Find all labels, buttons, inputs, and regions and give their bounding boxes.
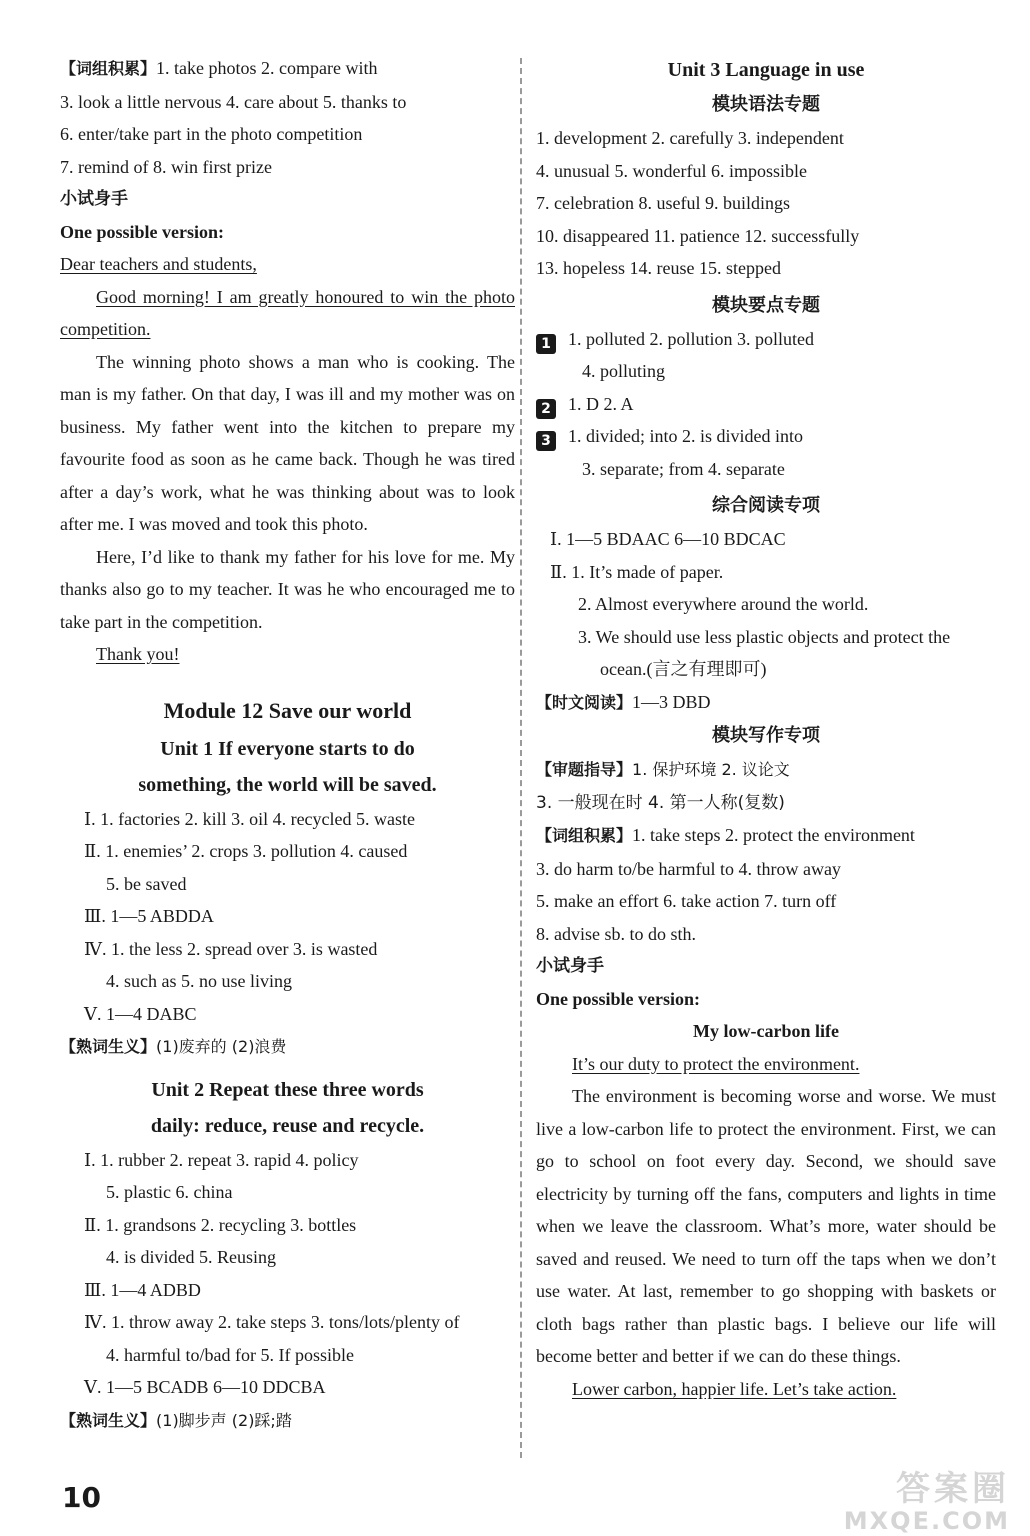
unit2-answer-1: Ⅰ. 1. rubber 2. repeat 3. rapid 4. policy [84, 1149, 359, 1170]
grammar-answer-3: 7. celebration 8. useful 9. buildings [536, 193, 790, 213]
watermark-cn: 答案圈 [896, 1469, 1010, 1509]
number-badge: 3 [536, 431, 556, 451]
writing-cizu-line-1 [536, 819, 996, 853]
writing-xiaoshi-heading: 小试身手 [536, 956, 604, 976]
cizu-text: 1. take steps 2. protect the environment [632, 825, 915, 845]
shiwen-text: 1—3 DBD [632, 691, 711, 712]
letter-paragraph-2: The winning photo shows a man who is cooking. The man is my father. On that day, I was ill and my mother was on business. My father went into the kitchen to prepare my favourite food as soon as he came back. Though he was tired after a day’s work, what he was thinking about was to look after me. I was moved and took this photo. [60, 351, 515, 534]
unit1-shuci [60, 1030, 515, 1064]
shuci-text: (1)脚步声 (2)踩;踏 [156, 1410, 292, 1430]
keypoint-text: 1. D 2. A [568, 393, 634, 414]
grammar-answer-1: 1. development 2. carefully 3. independent [536, 128, 844, 148]
writing-possible-label: One possible version: [536, 988, 701, 1009]
reading-answer-5: ocean.(言之有理即可) [600, 659, 767, 679]
unit3-title: Unit 3 Language in use [667, 59, 865, 81]
shuci-label: 【熟词生义】 [60, 1037, 157, 1056]
cizu-line-4: 7. remind of 8. win first prize [60, 156, 272, 177]
writing-cizu-line-2: 3. do harm to/be harmful to 4. throw away [536, 858, 841, 879]
cizu-label: 【词组积累】 [536, 826, 633, 845]
unit2-answer-3: Ⅱ. 1. grandsons 2. recycling 3. bottles [84, 1214, 357, 1235]
essay-title: My low-carbon life [693, 1021, 839, 1041]
writing-cizu-line-3: 5. make an effort 6. take action 7. turn off [536, 891, 837, 911]
unit2-title-line1: Unit 2 Repeat these three words [151, 1078, 424, 1101]
essay-closing: Lower carbon, happier life. Let’s take action. [572, 1378, 897, 1399]
unit1-answer-7: Ⅴ. 1—4 DABC [84, 1003, 197, 1024]
reading-title: 综合阅读专项 [712, 495, 820, 516]
essay-body: The environment is becoming worse and worse. We must live a low-carbon life to protect the environment. First, we can go to school on foot every day. Second, we should save electricity by turning off the fans, computers and lights in time when we leave the classroom. What’s more, water should be saved and reused. We need to turn off the taps when we don’t use water. At last, remember to go shopping with baskets or cloth bags rather than plastic bags. I believe our life will become better and better if we can do these things. [536, 1086, 996, 1366]
unit1-answer-6: 4. such as 5. no use living [106, 971, 292, 991]
keypoint-1-line2: 4. polluting [582, 361, 666, 381]
cizu-label: 【词组积累】 [60, 59, 157, 78]
unit2-answer-8: Ⅴ. 1—5 BCADB 6—10 DDCBA [84, 1377, 326, 1397]
keypoint-text: 1. polluted 2. pollution 3. polluted [568, 328, 814, 349]
possible-version-label: One possible version: [60, 221, 225, 242]
shuci-text: (1)废弃的 (2)浪费 [156, 1037, 287, 1056]
shenti-line-1 [536, 753, 996, 787]
reading-answer-1: Ⅰ. 1—5 BDAAC 6—10 BDCAC [550, 529, 786, 549]
unit2-answer-4: 4. is divided 5. Reusing [106, 1247, 276, 1267]
shenti-line-2: 3. 一般现在时 4. 第一人称(复数) [536, 792, 785, 813]
column-divider [520, 58, 522, 1458]
keypoint-3-line1 [536, 420, 996, 453]
unit2-shuci [60, 1404, 515, 1438]
shenti-label: 【审题指导】 [536, 760, 633, 779]
right-column [536, 52, 996, 1405]
number-badge: 2 [536, 399, 556, 419]
keypoint-text: 1. divided; into 2. is divided into [568, 426, 803, 446]
reading-answer-4: 3. We should use less plastic objects and protect the [578, 626, 951, 647]
letter-paragraph-3: Here, I’d like to thank my father for his love for me. My thanks also go to my teacher. It was he who encouraged me to take part in the competition. [60, 546, 515, 632]
watermark-url: MXQE.COM [843, 1507, 1010, 1535]
watermark-logo [844, 1470, 1010, 1534]
page-number: 10 [62, 1481, 101, 1514]
number-badge: 1 [536, 334, 556, 354]
keypoints-title: 模块要点专题 [712, 294, 820, 316]
grammar-answer-2: 4. unusual 5. wonderful 6. impossible [536, 160, 807, 181]
keypoint-2-line [536, 388, 996, 421]
grammar-title: 模块语法专题 [712, 94, 820, 115]
writing-cizu-line-4: 8. advise sb. to do sth. [536, 923, 696, 944]
keypoint-1-line1 [536, 323, 996, 356]
cizu-text: 1. take photos 2. compare with [156, 58, 378, 78]
unit1-answer-1: Ⅰ. 1. factories 2. kill 3. oil 4. recycled 5. waste [84, 808, 416, 829]
letter-p1-text: Good morning! I am greatly honoured to win the photo competition. [60, 286, 515, 339]
shuci-label: 【熟词生义】 [60, 1410, 157, 1430]
module-title: Module 12 Save our world [163, 697, 412, 723]
shenti-text: 1. 保护环境 2. 议论文 [632, 760, 790, 779]
grammar-answer-5: 13. hopeless 14. reuse 15. stepped [536, 258, 781, 278]
cizu-line-2: 3. look a little nervous 4. care about 5. thanks to [60, 91, 407, 112]
reading-answer-2: Ⅱ. 1. It’s made of paper. [550, 561, 724, 582]
letter-closing: Thank you! [96, 644, 180, 664]
left-column [60, 52, 515, 1437]
essay-opening: It’s our duty to protect the environment. [572, 1053, 860, 1074]
unit2-answer-7: 4. harmful to/bad for 5. If possible [106, 1344, 354, 1365]
letter-salutation: Dear teachers and students, [60, 254, 257, 274]
unit2-title-line2: daily: reduce, reuse and recycle. [150, 1114, 425, 1137]
unit1-title-line1: Unit 1 If everyone starts to do [160, 737, 415, 760]
unit1-answer-2: Ⅱ. 1. enemies’ 2. crops 3. pollution 4. caused [84, 841, 408, 861]
shiwen-label: 【时文阅读】 [536, 692, 633, 712]
shiwen-line [536, 686, 996, 720]
unit2-answer-2: 5. plastic 6. china [106, 1182, 233, 1202]
unit1-answer-5: Ⅳ. 1. the less 2. spread over 3. is wasted [84, 938, 378, 959]
writing-title: 模块写作专项 [712, 725, 820, 746]
cizu-line-1 [60, 52, 515, 86]
keypoint-3-line2: 3. separate; from 4. separate [582, 458, 785, 479]
unit2-answer-6: Ⅳ. 1. throw away 2. take steps 3. tons/lots/plenty of [84, 1312, 460, 1332]
unit1-answer-4: Ⅲ. 1—5 ABDDA [84, 906, 214, 926]
reading-answer-3: 2. Almost everywhere around the world. [578, 594, 869, 614]
xiaoshi-heading: 小试身手 [60, 189, 128, 209]
letter-paragraph-1 [60, 281, 515, 346]
grammar-answer-4: 10. disappeared 11. patience 12. successfully [536, 225, 860, 246]
unit2-answer-5: Ⅲ. 1—4 ADBD [84, 1279, 201, 1300]
cizu-line-3: 6. enter/take part in the photo competition [60, 124, 363, 144]
unit1-answer-3: 5. be saved [106, 873, 187, 894]
unit1-title-line2: something, the world will be saved. [138, 773, 437, 796]
